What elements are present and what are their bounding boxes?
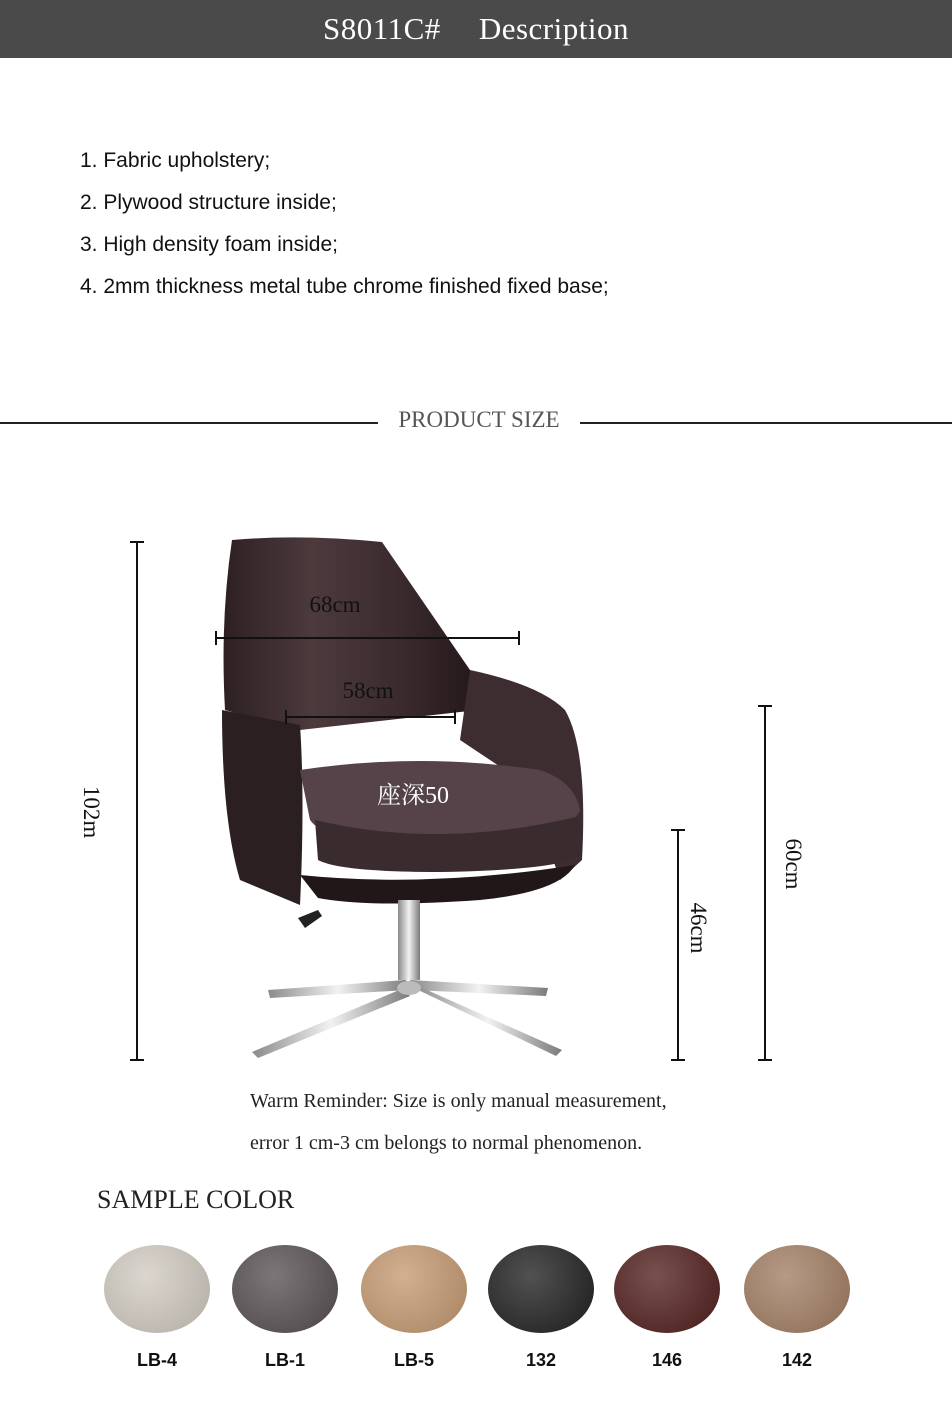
width-outer-label: 68cm: [309, 592, 361, 617]
sample-color-title: SAMPLE COLOR: [97, 1185, 295, 1214]
feature-item: 3. High density foam inside;: [80, 233, 338, 256]
feature-item: 2. Plywood structure inside;: [80, 191, 337, 214]
feature-item: 4. 2mm thickness metal tube chrome finished fixed base;: [80, 275, 609, 298]
width-seat-label: 58cm: [342, 678, 394, 703]
header-title: Description: [478, 11, 629, 46]
swatch-label: LB-5: [394, 1350, 434, 1370]
swatch-label: 132: [525, 1350, 557, 1370]
feature-item: 1. Fabric upholstery;: [80, 149, 271, 172]
color-swatch: [488, 1245, 594, 1333]
model-number: S8011C#: [323, 11, 441, 46]
swatch-label: LB-1: [265, 1350, 305, 1370]
total-height-label: 102m: [79, 785, 104, 839]
seat-height-label: 46cm: [686, 902, 711, 954]
swatch-label: 146: [651, 1350, 683, 1370]
warm-reminder-line1: Warm Reminder: Size is only manual measurement,: [250, 1090, 667, 1112]
product-size-title: PRODUCT SIZE: [398, 407, 560, 432]
color-swatch: [361, 1245, 467, 1333]
section-divider-left: [0, 422, 378, 424]
section-divider-right: [580, 422, 952, 424]
swatch-label: LB-4: [137, 1350, 177, 1370]
color-swatch: [614, 1245, 720, 1333]
chair-dimension-diagram: [0, 520, 952, 1080]
description-header: [0, 0, 952, 58]
swatch-label: 142: [781, 1350, 813, 1370]
color-swatch: [104, 1245, 210, 1333]
warm-reminder-line2: error 1 cm-3 cm belongs to normal phenomenon.: [250, 1132, 643, 1154]
color-swatch: [744, 1245, 850, 1333]
arm-height-label: 60cm: [781, 838, 806, 890]
feature-list: [80, 143, 609, 311]
seat-depth-label: 座深50: [377, 783, 449, 809]
color-swatch: [232, 1245, 338, 1333]
